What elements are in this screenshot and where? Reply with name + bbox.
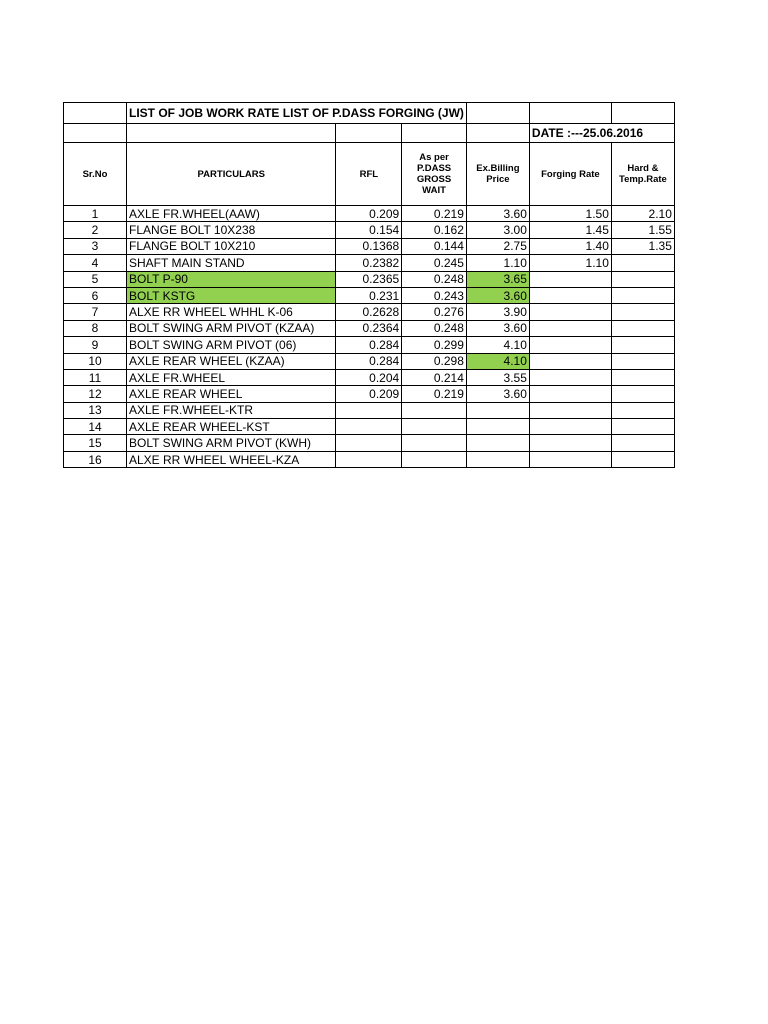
col-header-rfl[interactable]: RFL (336, 143, 402, 206)
table-row (64, 222, 675, 238)
cell-forging[interactable] (529, 353, 611, 369)
cell-rfl[interactable] (336, 435, 402, 451)
cell-forging[interactable] (529, 304, 611, 320)
cell-sr[interactable]: 5 (64, 271, 127, 287)
table-row (64, 320, 675, 336)
cell-gross[interactable]: 0.162 (402, 222, 467, 238)
col-header-particulars[interactable]: PARTICULARS (127, 143, 336, 206)
cell-forging[interactable]: 1.45 (529, 222, 611, 238)
cell-sr[interactable]: 7 (64, 304, 127, 320)
cell-hard[interactable] (611, 271, 674, 287)
table-row (64, 386, 675, 402)
cell-sr[interactable]: 14 (64, 419, 127, 435)
cell-billing[interactable]: 4.10 (466, 353, 529, 369)
cell-gross[interactable]: 0.298 (402, 353, 467, 369)
cell-billing[interactable]: 3.60 (466, 320, 529, 336)
table-row (64, 255, 675, 271)
cell-rfl[interactable]: 0.231 (336, 287, 402, 303)
cell-billing[interactable] (466, 451, 529, 467)
cell-sr[interactable]: 8 (64, 320, 127, 336)
cell-gross[interactable] (402, 435, 467, 451)
cell-hard[interactable] (611, 435, 674, 451)
cell-rfl[interactable]: 0.2382 (336, 255, 402, 271)
cell-particulars[interactable]: SHAFT MAIN STAND (127, 255, 336, 271)
col-header-billing[interactable]: Ex.Billing Price (466, 143, 529, 206)
cell-hard[interactable] (611, 320, 674, 336)
cell-sr[interactable]: 11 (64, 369, 127, 385)
date-row (64, 124, 675, 143)
column-header-row (64, 143, 675, 206)
cell-hard[interactable] (611, 337, 674, 353)
cell-forging[interactable]: 1.40 (529, 238, 611, 254)
cell-billing[interactable]: 3.65 (466, 271, 529, 287)
cell-rfl[interactable]: 0.209 (336, 206, 402, 222)
cell-gross[interactable]: 0.219 (402, 386, 467, 402)
sheet-title[interactable]: LIST OF JOB WORK RATE LIST OF P.DASS FORGING (JW) (127, 103, 467, 124)
cell-gross[interactable]: 0.219 (402, 206, 467, 222)
cell-sr[interactable]: 4 (64, 255, 127, 271)
cell-hard[interactable] (611, 304, 674, 320)
cell[interactable] (64, 103, 127, 124)
cell-sr[interactable]: 12 (64, 386, 127, 402)
cell-particulars[interactable]: FLANGE BOLT 10X238 (127, 222, 336, 238)
cell-rfl[interactable]: 0.209 (336, 386, 402, 402)
cell[interactable] (402, 124, 467, 143)
cell-rfl[interactable]: 0.1368 (336, 238, 402, 254)
cell-rfl[interactable] (336, 451, 402, 467)
cell-hard[interactable] (611, 287, 674, 303)
cell-hard[interactable] (611, 255, 674, 271)
cell-particulars[interactable]: BOLT KSTG (127, 287, 336, 303)
cell-hard[interactable] (611, 402, 674, 418)
cell-forging[interactable] (529, 271, 611, 287)
cell-particulars[interactable]: AXLE REAR WHEEL (KZAA) (127, 353, 336, 369)
cell-billing[interactable]: 3.55 (466, 369, 529, 385)
cell-rfl[interactable]: 0.2364 (336, 320, 402, 336)
cell-particulars[interactable]: ALXE RR WHEEL WHHL K-06 (127, 304, 336, 320)
cell-billing[interactable]: 3.60 (466, 386, 529, 402)
cell-particulars[interactable]: AXLE REAR WHEEL-KST (127, 419, 336, 435)
cell-forging[interactable] (529, 320, 611, 336)
cell-hard[interactable]: 1.35 (611, 238, 674, 254)
cell-billing[interactable]: 3.90 (466, 304, 529, 320)
cell-gross[interactable] (402, 402, 467, 418)
cell-billing[interactable]: 3.00 (466, 222, 529, 238)
table-row (64, 419, 675, 435)
cell-gross[interactable]: 0.214 (402, 369, 467, 385)
cell-forging[interactable] (529, 419, 611, 435)
cell-forging[interactable]: 1.50 (529, 206, 611, 222)
cell-billing[interactable]: 4.10 (466, 337, 529, 353)
table-row (64, 206, 675, 222)
cell-particulars[interactable]: BOLT SWING ARM PIVOT (KWH) (127, 435, 336, 451)
col-header-forging[interactable]: Forging Rate (529, 143, 611, 206)
cell-sr[interactable]: 16 (64, 451, 127, 467)
cell-forging[interactable] (529, 337, 611, 353)
cell-sr[interactable]: 3 (64, 238, 127, 254)
cell-gross[interactable]: 0.248 (402, 271, 467, 287)
cell-gross[interactable]: 0.144 (402, 238, 467, 254)
cell-sr[interactable]: 10 (64, 353, 127, 369)
cell-hard[interactable] (611, 419, 674, 435)
cell-hard[interactable]: 2.10 (611, 206, 674, 222)
cell-particulars[interactable]: BOLT SWING ARM PIVOT (KZAA) (127, 320, 336, 336)
cell-particulars[interactable]: BOLT SWING ARM PIVOT (06) (127, 337, 336, 353)
title-row (64, 103, 675, 124)
table-row (64, 369, 675, 385)
cell-hard[interactable]: 1.55 (611, 222, 674, 238)
cell-sr[interactable]: 6 (64, 287, 127, 303)
cell[interactable] (64, 124, 127, 143)
cell-billing[interactable] (466, 419, 529, 435)
cell-hard[interactable] (611, 369, 674, 385)
table-row (64, 238, 675, 254)
cell-particulars[interactable]: ALXE RR WHEEL WHEEL-KZA (127, 451, 336, 467)
cell-forging[interactable] (529, 369, 611, 385)
cell-billing[interactable]: 2.75 (466, 238, 529, 254)
cell-rfl[interactable]: 0.204 (336, 369, 402, 385)
cell-gross[interactable]: 0.243 (402, 287, 467, 303)
cell-rfl[interactable]: 0.2628 (336, 304, 402, 320)
cell-rfl[interactable]: 0.284 (336, 353, 402, 369)
table-row (64, 287, 675, 303)
cell-hard[interactable] (611, 386, 674, 402)
cell-billing[interactable]: 3.60 (466, 206, 529, 222)
cell-billing[interactable]: 1.10 (466, 255, 529, 271)
cell-billing[interactable]: 3.60 (466, 287, 529, 303)
table-row (64, 435, 675, 451)
cell-sr[interactable]: 2 (64, 222, 127, 238)
cell-particulars[interactable]: AXLE FR.WHEEL-KTR (127, 402, 336, 418)
cell-forging[interactable] (529, 287, 611, 303)
cell[interactable] (127, 124, 336, 143)
cell-forging[interactable]: 1.10 (529, 255, 611, 271)
cell-billing[interactable] (466, 402, 529, 418)
cell-sr[interactable]: 13 (64, 402, 127, 418)
cell-rfl[interactable] (336, 419, 402, 435)
cell[interactable] (466, 124, 529, 143)
table-row (64, 353, 675, 369)
cell-gross[interactable] (402, 451, 467, 467)
cell-hard[interactable] (611, 451, 674, 467)
sheet-date[interactable]: DATE :---25.06.2016 (529, 124, 674, 143)
table-row (64, 304, 675, 320)
cell-sr[interactable]: 9 (64, 337, 127, 353)
cell-forging[interactable] (529, 386, 611, 402)
cell-particulars[interactable]: BOLT P-90 (127, 271, 336, 287)
cell[interactable] (336, 124, 402, 143)
rate-list-table (63, 102, 675, 468)
col-header-gross[interactable]: As per P.DASS GROSS WAIT (402, 143, 467, 206)
cell-rfl[interactable]: 0.154 (336, 222, 402, 238)
cell-gross[interactable]: 0.248 (402, 320, 467, 336)
cell-rfl[interactable] (336, 402, 402, 418)
table-row (64, 271, 675, 287)
cell-rfl[interactable]: 0.2365 (336, 271, 402, 287)
cell-forging[interactable] (529, 451, 611, 467)
table-row (64, 402, 675, 418)
cell-particulars[interactable]: AXLE FR.WHEEL(AAW) (127, 206, 336, 222)
cell-gross[interactable] (402, 419, 467, 435)
cell-particulars[interactable]: AXLE FR.WHEEL (127, 369, 336, 385)
cell-gross[interactable]: 0.299 (402, 337, 467, 353)
cell-gross[interactable]: 0.276 (402, 304, 467, 320)
cell[interactable] (611, 103, 674, 124)
cell[interactable] (466, 103, 529, 124)
cell-hard[interactable] (611, 353, 674, 369)
cell-particulars[interactable]: FLANGE BOLT 10X210 (127, 238, 336, 254)
cell-sr[interactable]: 15 (64, 435, 127, 451)
cell-billing[interactable] (466, 435, 529, 451)
table-row (64, 451, 675, 467)
cell[interactable] (529, 103, 611, 124)
cell-forging[interactable] (529, 402, 611, 418)
cell-particulars[interactable]: AXLE REAR WHEEL (127, 386, 336, 402)
cell-forging[interactable] (529, 435, 611, 451)
col-header-sr[interactable]: Sr.No (64, 143, 127, 206)
table-row (64, 337, 675, 353)
cell-sr[interactable]: 1 (64, 206, 127, 222)
cell-gross[interactable]: 0.245 (402, 255, 467, 271)
cell-rfl[interactable]: 0.284 (336, 337, 402, 353)
col-header-hard[interactable]: Hard & Temp.Rate (611, 143, 674, 206)
